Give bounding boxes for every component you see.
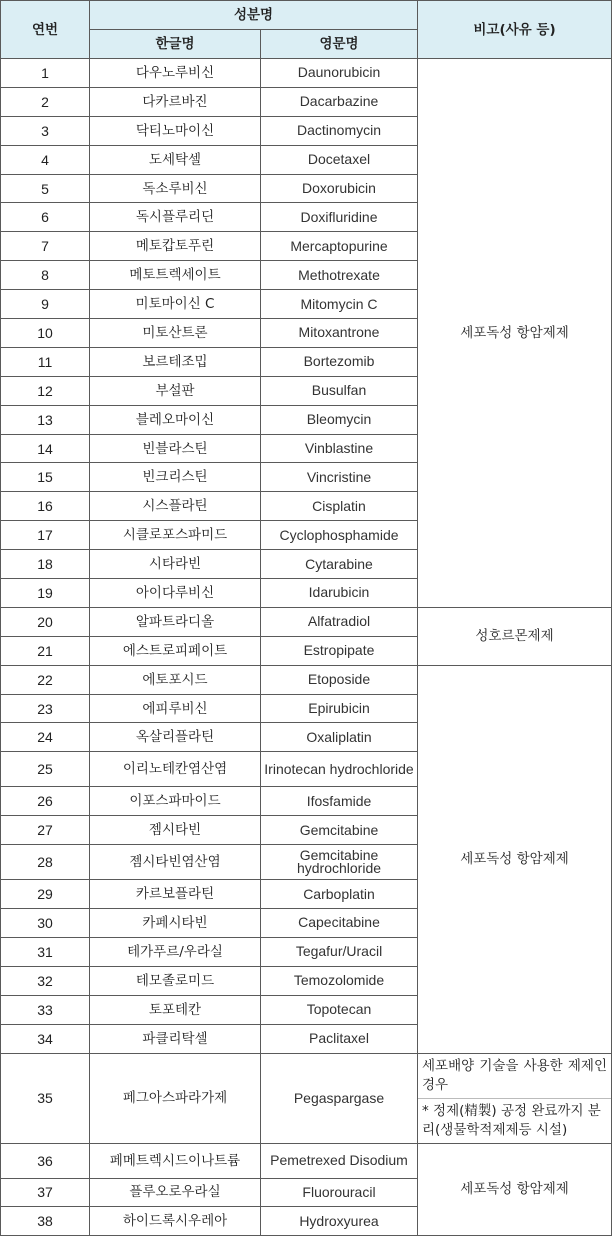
table-body: [1, 59, 612, 1236]
serial-number-cell: 5: [1, 174, 90, 203]
english-name-cell: Capecitabine: [261, 909, 418, 938]
korean-name-cell: 도세탁셀: [90, 145, 261, 174]
korean-name-cell: 에토포시드: [90, 665, 261, 694]
table-row: [1, 59, 612, 88]
header-ingredient-name: 성분명: [90, 1, 418, 30]
serial-number-cell: 16: [1, 492, 90, 521]
english-name-cell: Epirubicin: [261, 694, 418, 723]
english-name-cell: Temozolomide: [261, 966, 418, 995]
korean-name-cell: 빈블라스틴: [90, 434, 261, 463]
serial-number-cell: 36: [1, 1143, 90, 1178]
serial-number-cell: 18: [1, 550, 90, 579]
korean-name-cell: 이포스파마이드: [90, 787, 261, 816]
korean-name-cell: 젬시타빈염산염: [90, 845, 261, 880]
english-name-cell: Daunorubicin: [261, 59, 418, 88]
serial-number-cell: 15: [1, 463, 90, 492]
serial-number-cell: 9: [1, 290, 90, 319]
english-name-cell: Dactinomycin: [261, 116, 418, 145]
korean-name-cell: 알파트라디올: [90, 607, 261, 636]
remark-cell-purification-text: * 정제(精製) 공정 완료까지 분리(생물학적제제등 시설): [418, 1098, 611, 1143]
serial-number-cell: 31: [1, 937, 90, 966]
korean-name-cell: 테가푸르/우라실: [90, 937, 261, 966]
header-serial-number: 연번: [1, 1, 90, 59]
korean-name-cell: 닥티노마이신: [90, 116, 261, 145]
english-name-cell: Hydroxyurea: [261, 1207, 418, 1236]
english-name-cell: Mitoxantrone: [261, 319, 418, 348]
english-name-cell: Tegafur/Uracil: [261, 937, 418, 966]
header-remark: 비고(사유 등): [418, 1, 612, 59]
remark-cell-culture-text: 세포배양 기술을 사용한 제제인 경우: [422, 1057, 607, 1093]
serial-number-cell: 37: [1, 1178, 90, 1207]
english-name-cell: Doxifluridine: [261, 203, 418, 232]
serial-number-cell: 19: [1, 579, 90, 608]
english-name-cell: Bortezomib: [261, 347, 418, 376]
korean-name-cell: 이리노테칸염산염: [90, 752, 261, 787]
korean-name-cell: 빈크리스틴: [90, 463, 261, 492]
english-name-cell: Topotecan: [261, 995, 418, 1024]
english-name-cell: Ifosfamide: [261, 787, 418, 816]
korean-name-cell: 페그아스파라가제: [90, 1053, 261, 1143]
english-name-cell: Pemetrexed Disodium: [261, 1143, 418, 1178]
english-name-cell: Methotrexate: [261, 261, 418, 290]
serial-number-cell: 27: [1, 816, 90, 845]
serial-number-cell: 13: [1, 405, 90, 434]
english-name-cell: Vincristine: [261, 463, 418, 492]
serial-number-cell: 4: [1, 145, 90, 174]
korean-name-cell: 다카르바진: [90, 87, 261, 116]
korean-name-cell: 에스트로피페이트: [90, 636, 261, 665]
english-name-cell: Paclitaxel: [261, 1024, 418, 1053]
english-name-cell: Mitomycin C: [261, 290, 418, 319]
english-name-cell: Doxorubicin: [261, 174, 418, 203]
korean-name-cell: 메토캅토푸린: [90, 232, 261, 261]
remark-cell: 성호르몬제제: [418, 607, 612, 665]
korean-name-cell: 독시플루리딘: [90, 203, 261, 232]
korean-name-cell: 블레오마이신: [90, 405, 261, 434]
english-name-cell: Irinotecan hydrochloride: [261, 752, 418, 787]
english-name-cell: Bleomycin: [261, 405, 418, 434]
serial-number-cell: 26: [1, 787, 90, 816]
korean-name-cell: 파클리탁셀: [90, 1024, 261, 1053]
korean-name-cell: 플루오로우라실: [90, 1178, 261, 1207]
serial-number-cell: 17: [1, 521, 90, 550]
serial-number-cell: 25: [1, 752, 90, 787]
english-name-cell: Cisplatin: [261, 492, 418, 521]
korean-name-cell: 페메트렉시드이나트륨: [90, 1143, 261, 1178]
korean-name-cell: 카페시타빈: [90, 909, 261, 938]
english-name-cell: Docetaxel: [261, 145, 418, 174]
korean-name-cell: 다우노루비신: [90, 59, 261, 88]
korean-name-cell: 시타라빈: [90, 550, 261, 579]
english-name-cell: Alfatradiol: [261, 607, 418, 636]
serial-number-cell: 12: [1, 376, 90, 405]
english-name-cell: Etoposide: [261, 665, 418, 694]
table-row: [1, 1053, 612, 1143]
serial-number-cell: 22: [1, 665, 90, 694]
remark-cell: 세포독성 항암제제: [418, 1143, 612, 1236]
korean-name-cell: 보르테조밉: [90, 347, 261, 376]
korean-name-cell: 메토트렉세이트: [90, 261, 261, 290]
english-name-cell: Estropipate: [261, 636, 418, 665]
header-korean-name: 한글명: [90, 30, 261, 59]
english-name-cell: Gemcitabine: [261, 816, 418, 845]
serial-number-cell: 28: [1, 845, 90, 880]
english-name-cell: Mercaptopurine: [261, 232, 418, 261]
header-english-name: 영문명: [261, 30, 418, 59]
korean-name-cell: 시스플라틴: [90, 492, 261, 521]
table-row: [1, 607, 612, 636]
serial-number-cell: 3: [1, 116, 90, 145]
table-row: [1, 1143, 612, 1178]
remark-cell-row35: [418, 1053, 612, 1143]
english-name-cell: Cyclophosphamide: [261, 521, 418, 550]
korean-name-cell: 미토산트론: [90, 319, 261, 348]
serial-number-cell: 24: [1, 723, 90, 752]
serial-number-cell: 20: [1, 607, 90, 636]
serial-number-cell: 7: [1, 232, 90, 261]
english-name-cell: Dacarbazine: [261, 87, 418, 116]
serial-number-cell: 8: [1, 261, 90, 290]
serial-number-cell: 10: [1, 319, 90, 348]
english-name-cell: Vinblastine: [261, 434, 418, 463]
english-name-cell: Busulfan: [261, 376, 418, 405]
serial-number-cell: 33: [1, 995, 90, 1024]
serial-number-cell: 35: [1, 1053, 90, 1143]
remark-cell: 세포독성 항암제제: [418, 665, 612, 1053]
serial-number-cell: 30: [1, 909, 90, 938]
english-name-cell: Fluorouracil: [261, 1178, 418, 1207]
serial-number-cell: 2: [1, 87, 90, 116]
serial-number-cell: 29: [1, 880, 90, 909]
table-row: [1, 665, 612, 694]
korean-name-cell: 독소루비신: [90, 174, 261, 203]
serial-number-cell: 14: [1, 434, 90, 463]
korean-name-cell: 시클로포스파미드: [90, 521, 261, 550]
english-name-cell: Pegaspargase: [261, 1053, 418, 1143]
serial-number-cell: 38: [1, 1207, 90, 1236]
english-name-cell: Idarubicin: [261, 579, 418, 608]
remark-cell: 세포독성 항암제제: [418, 59, 612, 608]
korean-name-cell: 젬시타빈: [90, 816, 261, 845]
serial-number-cell: 1: [1, 59, 90, 88]
korean-name-cell: 에피루비신: [90, 694, 261, 723]
serial-number-cell: 21: [1, 636, 90, 665]
korean-name-cell: 토포테칸: [90, 995, 261, 1024]
serial-number-cell: 23: [1, 694, 90, 723]
serial-number-cell: 6: [1, 203, 90, 232]
serial-number-cell: 32: [1, 966, 90, 995]
serial-number-cell: 34: [1, 1024, 90, 1053]
korean-name-cell: 카르보플라틴: [90, 880, 261, 909]
english-name-cell: Cytarabine: [261, 550, 418, 579]
korean-name-cell: 부설판: [90, 376, 261, 405]
korean-name-cell: 옥살리플라틴: [90, 723, 261, 752]
serial-number-cell: 11: [1, 347, 90, 376]
korean-name-cell: 아이다루비신: [90, 579, 261, 608]
korean-name-cell: 미토마이신 C: [90, 290, 261, 319]
korean-name-cell: 테모졸로미드: [90, 966, 261, 995]
english-name-cell: Gemcitabine hydrochloride: [261, 845, 418, 880]
english-name-cell: Carboplatin: [261, 880, 418, 909]
korean-name-cell: 하이드록시우레아: [90, 1207, 261, 1236]
english-name-cell: Oxaliplatin: [261, 723, 418, 752]
